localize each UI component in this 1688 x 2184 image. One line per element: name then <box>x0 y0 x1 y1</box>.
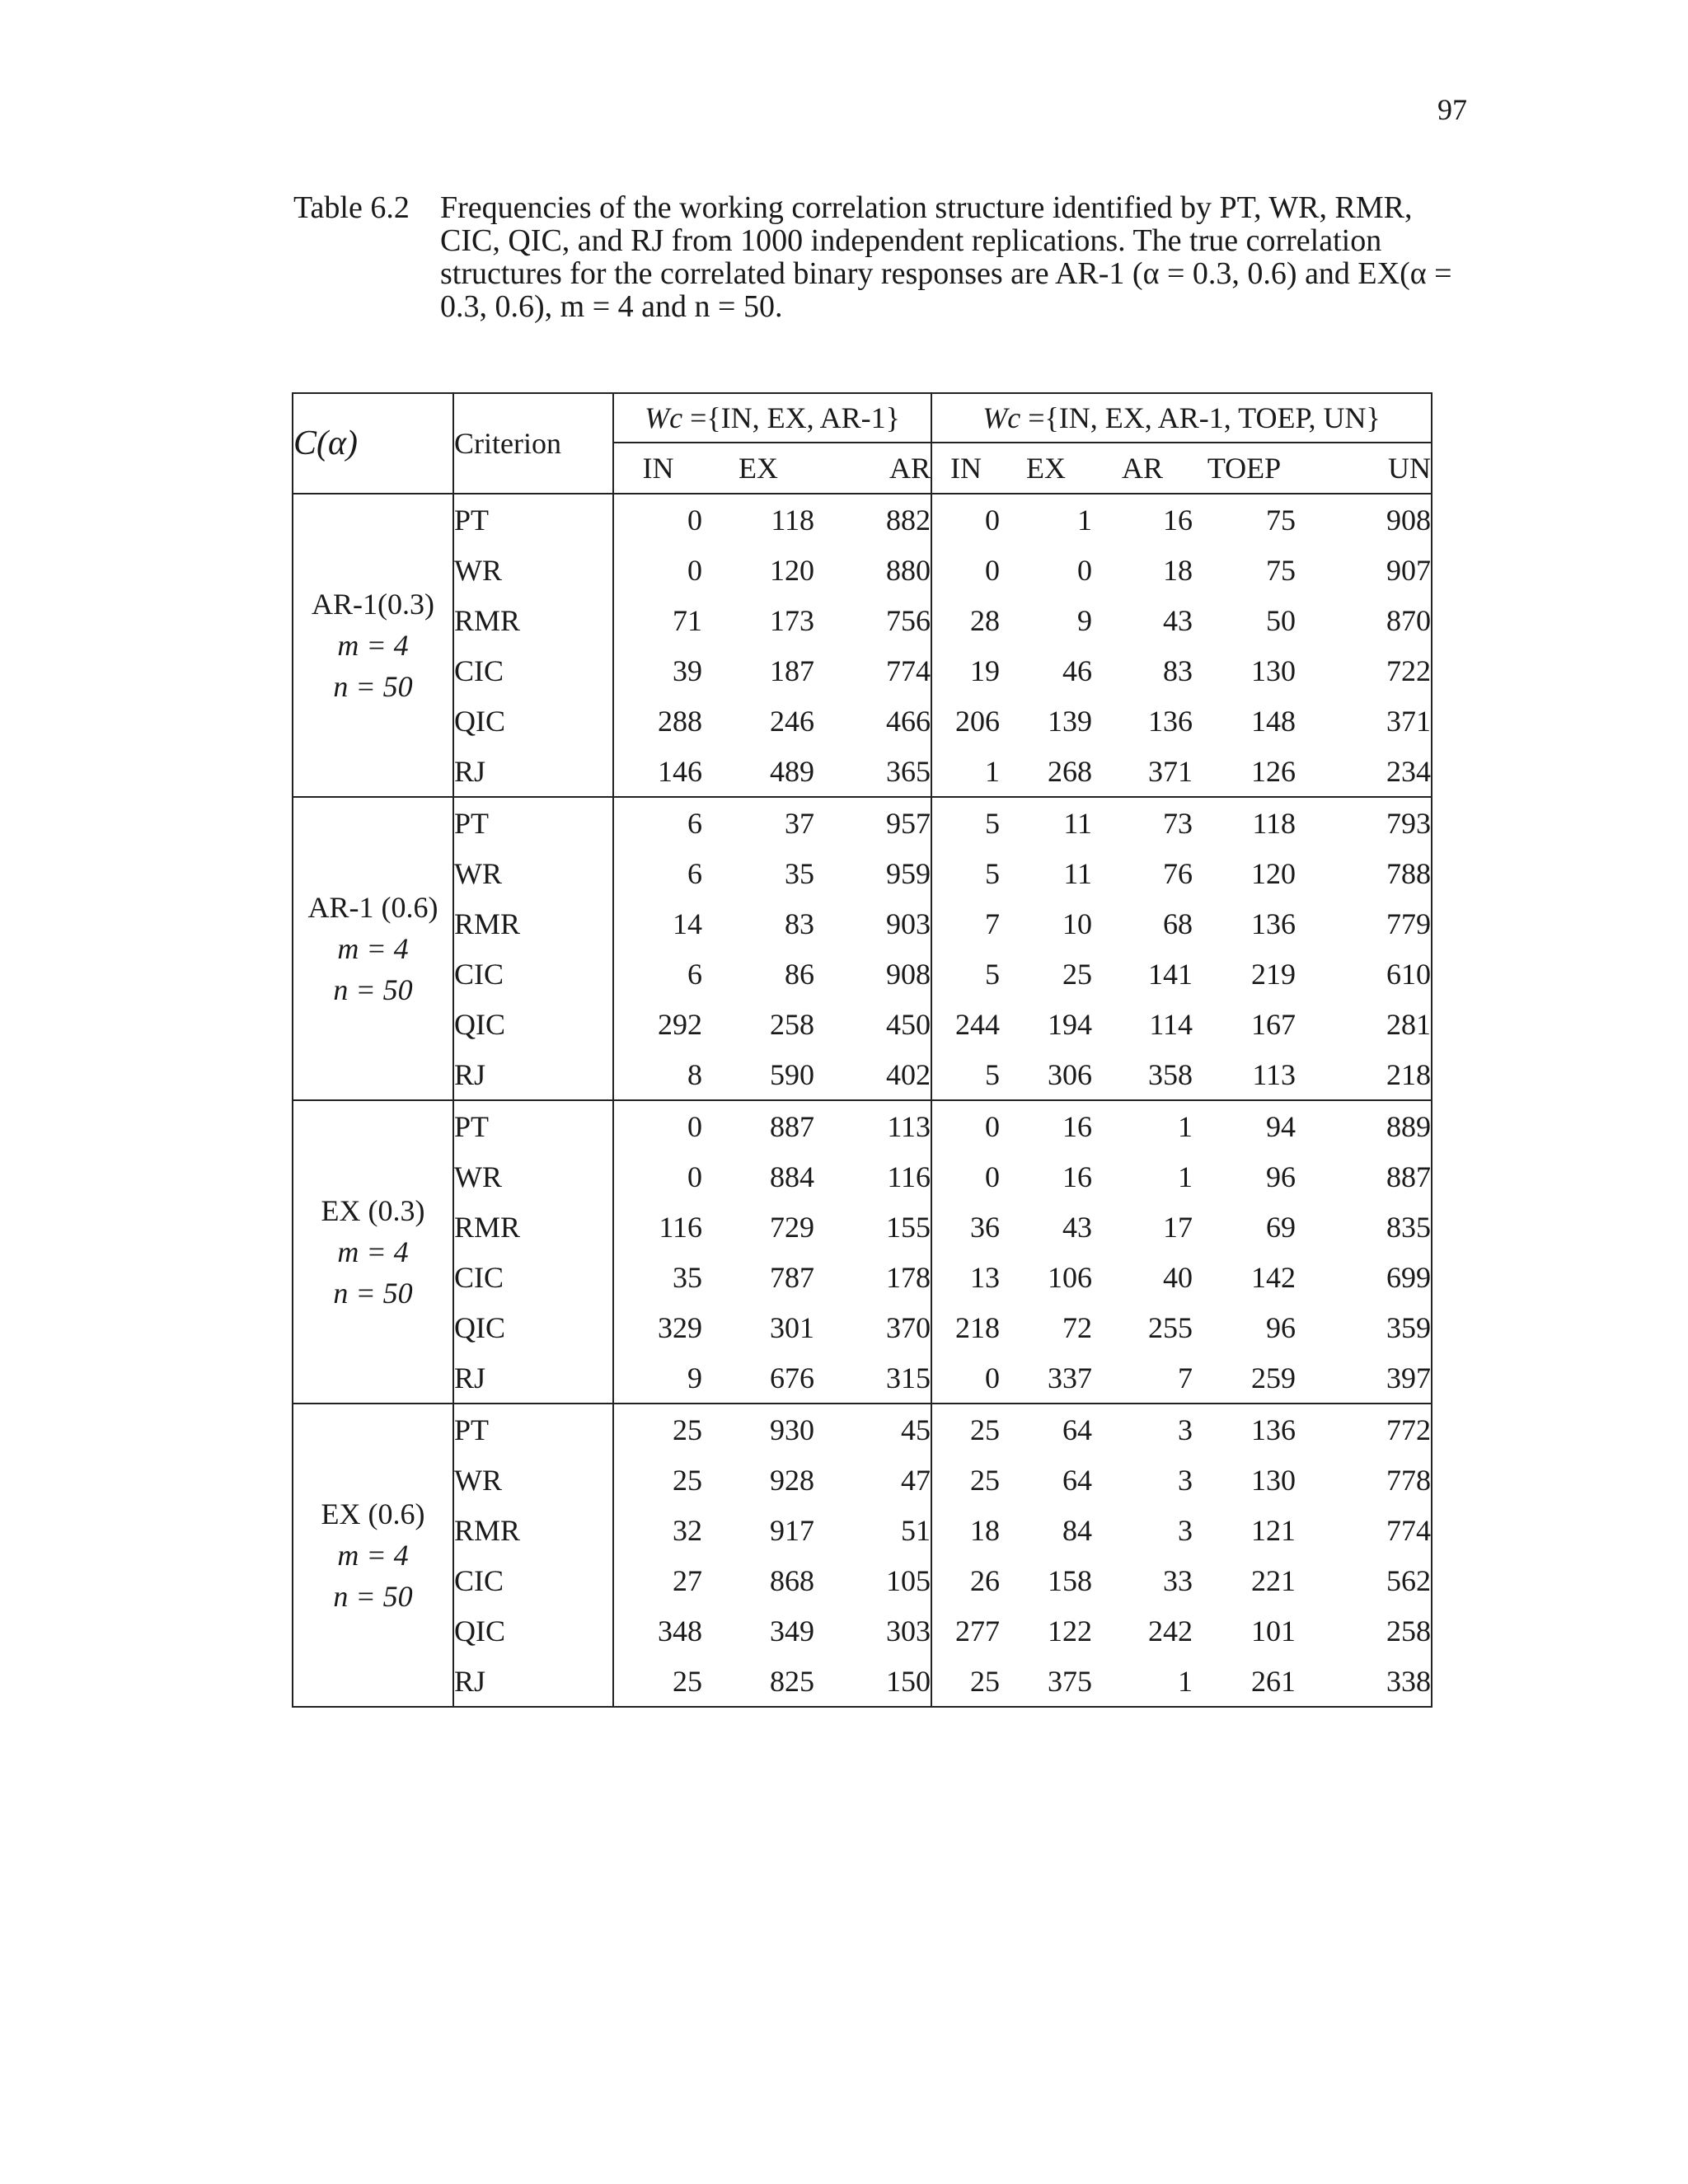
value-cell-un: 359 <box>1296 1302 1432 1352</box>
value-cell-un: 338 <box>1296 1656 1432 1707</box>
value-cell-un: 907 <box>1296 545 1432 595</box>
frequency-table <box>292 392 1432 1708</box>
value-cell-ex-2: 43 <box>1062 1210 1093 1244</box>
table-caption-label: Table 6.2 <box>293 190 410 225</box>
value-cell-ar-2: 17 <box>1163 1210 1193 1244</box>
table-row <box>293 696 1432 746</box>
group-header-wc3-set: ={IN, EX, AR-1} <box>682 401 900 434</box>
value-cell-in-1: 27 <box>673 1563 702 1597</box>
value-cell-in-1: 0 <box>687 503 702 537</box>
subheader-in-1: IN <box>613 443 702 494</box>
table-row <box>293 1656 1432 1707</box>
setting-n: n = 50 <box>333 1580 413 1613</box>
value-cell-ar-2: 141 <box>1148 957 1193 991</box>
value-cell-in-2: 25 <box>931 1656 1000 1707</box>
setting-label: AR-1 (0.6) <box>307 891 438 924</box>
value-cell-ar-1: 402 <box>814 1049 931 1100</box>
value-cell-ex-1: 590 <box>702 1049 814 1100</box>
value-cell-in-2: 277 <box>955 1614 1001 1647</box>
table-row <box>293 1302 1432 1352</box>
value-cell-ar-2: 1 <box>1092 1656 1193 1707</box>
value-cell-ar-2: 76 <box>1163 856 1193 890</box>
value-cell-in-2: 5 <box>931 1049 1000 1100</box>
value-cell-ex-1: 729 <box>770 1210 814 1244</box>
value-cell-toep: 96 <box>1266 1160 1296 1193</box>
value-cell-ex-2: 11 <box>1063 856 1093 890</box>
value-cell-ex-2: 16 <box>1062 1160 1093 1193</box>
value-cell-un: 870 <box>1296 595 1432 645</box>
value-cell-in-2: 1 <box>931 746 1000 797</box>
value-cell-ex-2: 337 <box>1000 1352 1092 1404</box>
value-cell-in-1: 116 <box>659 1210 702 1244</box>
value-cell-toep: 126 <box>1193 746 1296 797</box>
value-cell-ex-1: 887 <box>770 1109 814 1143</box>
value-cell-in-2: 28 <box>970 603 1001 637</box>
table-row <box>293 1555 1432 1605</box>
value-cell-ar-1: 155 <box>814 1202 931 1252</box>
value-cell-in-2: 25 <box>970 1463 1001 1497</box>
value-cell-in-1: 0 <box>687 1109 702 1143</box>
value-cell-ex-2: 139 <box>1048 704 1093 738</box>
criterion-cell: CIC <box>453 1252 613 1302</box>
value-cell-toep: 219 <box>1251 957 1296 991</box>
value-cell-ar-1: 908 <box>814 949 931 999</box>
value-cell-ar-1: 959 <box>814 848 931 898</box>
criterion-cell: CIC <box>453 645 613 696</box>
value-cell-in-1: 288 <box>658 704 702 738</box>
value-cell-ar-1: 47 <box>814 1455 931 1505</box>
table-caption-text: Frequencies of the working correlation structure identified by PT, WR, RMR, CIC, QIC, and RJ from 1000 independent replications. The true correlation structures for the correlated binary responses are AR-1 (α = 0.3, 0.6) and EX(α = 0.3, 0.6), m = 4 and n = 50. <box>440 190 1452 324</box>
value-cell-ex-2: 64 <box>1062 1463 1093 1497</box>
value-cell-ar-1: 113 <box>814 1100 931 1151</box>
page-number: 97 <box>1437 93 1467 126</box>
value-cell-un: 371 <box>1296 696 1432 746</box>
subheader-ex-1: EX <box>702 443 814 494</box>
table-row <box>293 1505 1432 1555</box>
subheader-un: UN <box>1296 443 1432 494</box>
value-cell-ar-2: 1 <box>1178 1109 1193 1143</box>
value-cell-ar-1: 370 <box>814 1302 931 1352</box>
setting-n: n = 50 <box>333 670 413 703</box>
value-cell-ar-1: 903 <box>814 898 931 949</box>
value-cell-ar-2: 255 <box>1148 1310 1193 1344</box>
subheader-ex-2: EX <box>1000 443 1092 494</box>
value-cell-in-2: 5 <box>985 856 1001 890</box>
value-cell-ar-2: 16 <box>1163 503 1193 537</box>
value-cell-ar-2: 358 <box>1092 1049 1193 1100</box>
value-cell-toep: 259 <box>1193 1352 1296 1404</box>
setting-m: m = 4 <box>337 1235 409 1268</box>
value-cell-un: 887 <box>1296 1151 1432 1202</box>
value-cell-ar-1: 178 <box>814 1252 931 1302</box>
value-cell-ex-2: 122 <box>1048 1614 1093 1647</box>
value-cell-un: 772 <box>1296 1404 1432 1455</box>
criterion-cell: PT <box>453 1404 613 1455</box>
value-cell-ar-1: 105 <box>814 1555 931 1605</box>
value-cell-ar-2: 1 <box>1178 1160 1193 1193</box>
value-cell-un: 218 <box>1296 1049 1432 1100</box>
setting-cell <box>293 1100 453 1404</box>
criterion-cell: RJ <box>453 746 613 797</box>
value-cell-in-2: 5 <box>985 806 1001 840</box>
value-cell-ar-1: 116 <box>814 1151 931 1202</box>
value-cell-ex-1: 246 <box>770 704 814 738</box>
value-cell-ar-2: 33 <box>1163 1563 1193 1597</box>
setting-m: m = 4 <box>337 932 409 965</box>
value-cell-toep: 101 <box>1251 1614 1296 1647</box>
value-cell-ex-1: 676 <box>702 1352 814 1404</box>
value-cell-toep: 96 <box>1266 1310 1296 1344</box>
criterion-cell: QIC <box>453 1302 613 1352</box>
value-cell-ex-2: 9 <box>1077 603 1093 637</box>
value-cell-ar-1: 880 <box>814 545 931 595</box>
value-cell-in-1: 25 <box>673 1413 702 1446</box>
value-cell-un: 258 <box>1296 1605 1432 1656</box>
value-cell-ex-1: 173 <box>770 603 814 637</box>
table-row <box>293 1202 1432 1252</box>
value-cell-in-2: 218 <box>955 1310 1001 1344</box>
value-cell-ar-2: 114 <box>1149 1007 1193 1041</box>
value-cell-ar-2: 371 <box>1092 746 1193 797</box>
value-cell-in-2: 36 <box>970 1210 1001 1244</box>
value-cell-in-2: 0 <box>985 503 1001 537</box>
value-cell-in-1: 9 <box>613 1352 702 1404</box>
table-row <box>293 999 1432 1049</box>
value-cell-in-1: 0 <box>687 1160 702 1193</box>
value-cell-un: 562 <box>1296 1555 1432 1605</box>
criterion-cell: QIC <box>453 999 613 1049</box>
value-cell-ex-2: 16 <box>1062 1109 1093 1143</box>
value-cell-toep: 136 <box>1251 907 1296 940</box>
value-cell-toep: 113 <box>1193 1049 1296 1100</box>
value-cell-ar-2: 73 <box>1163 806 1193 840</box>
value-cell-un: 397 <box>1296 1352 1432 1404</box>
table-row <box>293 595 1432 645</box>
value-cell-in-2: 7 <box>985 907 1001 940</box>
criterion-cell: RJ <box>453 1049 613 1100</box>
value-cell-in-2: 0 <box>985 1109 1001 1143</box>
value-cell-un: 722 <box>1296 645 1432 696</box>
table-row <box>293 1605 1432 1656</box>
group-header-wc5 <box>931 393 1432 443</box>
setting-cell <box>293 1404 453 1707</box>
setting-m: m = 4 <box>337 1539 409 1572</box>
value-cell-ex-1: 187 <box>770 654 814 687</box>
criterion-cell: RMR <box>453 595 613 645</box>
group-header-wc5-prefix: Wc <box>982 401 1021 434</box>
criterion-cell: WR <box>453 848 613 898</box>
value-cell-toep: 121 <box>1251 1513 1296 1547</box>
value-cell-ex-1: 86 <box>785 957 814 991</box>
table-row <box>293 545 1432 595</box>
value-cell-ex-2: 1 <box>1077 503 1093 537</box>
value-cell-ex-1: 928 <box>770 1463 814 1497</box>
value-cell-ar-2: 3 <box>1178 1463 1193 1497</box>
value-cell-toep: 94 <box>1266 1109 1296 1143</box>
value-cell-un: 699 <box>1296 1252 1432 1302</box>
table-row <box>293 1151 1432 1202</box>
value-cell-ex-1: 884 <box>770 1160 814 1193</box>
value-cell-ar-2: 3 <box>1178 1413 1193 1446</box>
table-row <box>293 1352 1432 1404</box>
value-cell-in-2: 0 <box>985 1160 1001 1193</box>
value-cell-toep: 120 <box>1251 856 1296 890</box>
value-cell-un: 908 <box>1296 494 1432 545</box>
value-cell-toep: 136 <box>1251 1413 1296 1446</box>
value-cell-in-1: 71 <box>673 603 702 637</box>
value-cell-ar-2: 40 <box>1163 1260 1193 1294</box>
value-cell-toep: 130 <box>1251 1463 1296 1497</box>
value-cell-toep: 167 <box>1251 1007 1296 1041</box>
value-cell-ex-1: 120 <box>770 553 814 587</box>
group-header-wc3-prefix: Wc <box>645 401 683 434</box>
value-cell-in-2: 5 <box>985 957 1001 991</box>
value-cell-ex-2: 158 <box>1048 1563 1093 1597</box>
value-cell-ex-2: 84 <box>1062 1513 1093 1547</box>
group-header-wc5-set: ={IN, EX, AR-1, TOEP, UN} <box>1020 401 1381 434</box>
setting-label: AR-1(0.3) <box>312 588 434 621</box>
table-row <box>293 949 1432 999</box>
criterion-cell: PT <box>453 1100 613 1151</box>
value-cell-ar-1: 882 <box>814 494 931 545</box>
value-cell-in-1: 348 <box>658 1614 702 1647</box>
value-cell-in-2: 206 <box>955 704 1001 738</box>
group-header-wc3 <box>613 393 931 443</box>
table-body <box>293 494 1432 1707</box>
criterion-cell: RMR <box>453 1505 613 1555</box>
value-cell-in-2: 25 <box>970 1413 1001 1446</box>
value-cell-ex-1: 917 <box>770 1513 814 1547</box>
corner-header: C(α) <box>293 393 453 494</box>
value-cell-ex-1: 868 <box>770 1563 814 1597</box>
table-row <box>293 494 1432 545</box>
table-row <box>293 1049 1432 1100</box>
value-cell-in-1: 329 <box>658 1310 702 1344</box>
value-cell-un: 779 <box>1296 898 1432 949</box>
value-cell-in-2: 0 <box>931 1352 1000 1404</box>
value-cell-ex-1: 37 <box>785 806 814 840</box>
setting-label: EX (0.3) <box>321 1194 425 1227</box>
value-cell-toep: 221 <box>1251 1563 1296 1597</box>
value-cell-toep: 118 <box>1252 806 1296 840</box>
value-cell-in-1: 25 <box>613 1656 702 1707</box>
criterion-cell: WR <box>453 1151 613 1202</box>
value-cell-in-1: 32 <box>673 1513 702 1547</box>
value-cell-toep: 142 <box>1251 1260 1296 1294</box>
value-cell-un: 793 <box>1296 797 1432 848</box>
value-cell-in-1: 25 <box>673 1463 702 1497</box>
criterion-cell: CIC <box>453 949 613 999</box>
value-cell-ex-1: 301 <box>770 1310 814 1344</box>
criterion-cell: WR <box>453 545 613 595</box>
value-cell-in-2: 18 <box>970 1513 1001 1547</box>
table-row <box>293 1455 1432 1505</box>
value-cell-in-1: 6 <box>687 957 702 991</box>
value-cell-toep: 261 <box>1193 1656 1296 1707</box>
value-cell-un: 778 <box>1296 1455 1432 1505</box>
criterion-cell: RMR <box>453 898 613 949</box>
value-cell-ex-1: 930 <box>770 1413 814 1446</box>
value-cell-ex-1: 83 <box>785 907 814 940</box>
value-cell-in-1: 8 <box>613 1049 702 1100</box>
value-cell-ar-2: 83 <box>1163 654 1193 687</box>
value-cell-ar-2: 18 <box>1163 553 1193 587</box>
setting-cell <box>293 494 453 797</box>
value-cell-in-2: 19 <box>970 654 1001 687</box>
value-cell-un: 889 <box>1296 1100 1432 1151</box>
value-cell-ar-1: 150 <box>814 1656 931 1707</box>
value-cell-ex-2: 25 <box>1062 957 1093 991</box>
value-cell-ex-2: 375 <box>1000 1656 1092 1707</box>
table-row <box>293 645 1432 696</box>
value-cell-in-1: 14 <box>673 907 702 940</box>
value-cell-ar-1: 774 <box>814 645 931 696</box>
table-row <box>293 797 1432 848</box>
value-cell-in-2: 26 <box>970 1563 1001 1597</box>
criterion-cell: RMR <box>453 1202 613 1252</box>
criterion-cell: WR <box>453 1455 613 1505</box>
value-cell-in-1: 39 <box>673 654 702 687</box>
value-cell-ex-1: 349 <box>770 1614 814 1647</box>
table-row <box>293 848 1432 898</box>
subheader-ar-2: AR <box>1092 443 1193 494</box>
value-cell-ex-2: 106 <box>1048 1260 1093 1294</box>
value-cell-ar-1: 466 <box>814 696 931 746</box>
table-row <box>293 1100 1432 1151</box>
criterion-cell: RJ <box>453 1352 613 1404</box>
subheader-ar-1: AR <box>814 443 931 494</box>
value-cell-ar-2: 43 <box>1163 603 1193 637</box>
value-cell-toep: 69 <box>1266 1210 1296 1244</box>
value-cell-ar-2: 242 <box>1148 1614 1193 1647</box>
value-cell-ex-2: 72 <box>1062 1310 1093 1344</box>
value-cell-in-2: 0 <box>985 553 1001 587</box>
value-cell-un: 281 <box>1296 999 1432 1049</box>
value-cell-ex-2: 46 <box>1062 654 1093 687</box>
value-cell-toep: 75 <box>1266 503 1296 537</box>
value-cell-ar-1: 45 <box>814 1404 931 1455</box>
criterion-cell: CIC <box>453 1555 613 1605</box>
value-cell-ex-2: 10 <box>1062 907 1093 940</box>
value-cell-in-1: 6 <box>687 806 702 840</box>
value-cell-toep: 148 <box>1251 704 1296 738</box>
value-cell-ex-2: 0 <box>1077 553 1093 587</box>
value-cell-un: 610 <box>1296 949 1432 999</box>
setting-label: EX (0.6) <box>321 1497 425 1530</box>
value-cell-ar-1: 365 <box>814 746 931 797</box>
value-cell-ar-2: 7 <box>1092 1352 1193 1404</box>
criterion-cell: QIC <box>453 696 613 746</box>
value-cell-ex-2: 11 <box>1063 806 1093 840</box>
table-row <box>293 1404 1432 1455</box>
table-row <box>293 898 1432 949</box>
value-cell-toep: 50 <box>1266 603 1296 637</box>
value-cell-ex-1: 35 <box>785 856 814 890</box>
value-cell-ar-1: 957 <box>814 797 931 848</box>
value-cell-ar-2: 136 <box>1148 704 1193 738</box>
criterion-cell: QIC <box>453 1605 613 1656</box>
value-cell-ex-2: 64 <box>1062 1413 1093 1446</box>
value-cell-ar-1: 51 <box>814 1505 931 1555</box>
value-cell-toep: 75 <box>1266 553 1296 587</box>
value-cell-in-1: 35 <box>673 1260 702 1294</box>
value-cell-in-2: 244 <box>955 1007 1001 1041</box>
subheader-toep: TOEP <box>1193 443 1296 494</box>
value-cell-toep: 130 <box>1251 654 1296 687</box>
value-cell-ex-1: 258 <box>770 1007 814 1041</box>
value-cell-ex-2: 306 <box>1000 1049 1092 1100</box>
value-cell-un: 788 <box>1296 848 1432 898</box>
criterion-cell: PT <box>453 797 613 848</box>
value-cell-in-1: 146 <box>613 746 702 797</box>
value-cell-ar-1: 303 <box>814 1605 931 1656</box>
value-cell-in-1: 0 <box>687 553 702 587</box>
setting-n: n = 50 <box>333 1277 413 1310</box>
value-cell-ex-2: 194 <box>1048 1007 1093 1041</box>
table-row <box>293 1252 1432 1302</box>
value-cell-ex-2: 268 <box>1000 746 1092 797</box>
value-cell-in-1: 292 <box>658 1007 702 1041</box>
criterion-cell: PT <box>453 494 613 545</box>
value-cell-un: 835 <box>1296 1202 1432 1252</box>
value-cell-ar-1: 450 <box>814 999 931 1049</box>
setting-m: m = 4 <box>337 629 409 662</box>
value-cell-in-2: 13 <box>970 1260 1001 1294</box>
value-cell-in-1: 6 <box>687 856 702 890</box>
value-cell-ex-1: 489 <box>702 746 814 797</box>
value-cell-ar-1: 756 <box>814 595 931 645</box>
value-cell-ar-2: 3 <box>1178 1513 1193 1547</box>
value-cell-ar-2: 68 <box>1163 907 1193 940</box>
value-cell-ex-1: 825 <box>702 1656 814 1707</box>
value-cell-ex-1: 118 <box>771 503 814 537</box>
value-cell-un: 774 <box>1296 1505 1432 1555</box>
value-cell-un: 234 <box>1296 746 1432 797</box>
subheader-in-2: IN <box>931 443 1000 494</box>
setting-cell <box>293 797 453 1100</box>
criterion-header: Criterion <box>453 393 613 494</box>
value-cell-ex-1: 787 <box>770 1260 814 1294</box>
value-cell-ar-1: 315 <box>814 1352 931 1404</box>
table-row <box>293 746 1432 797</box>
setting-n: n = 50 <box>333 973 413 1006</box>
criterion-cell: RJ <box>453 1656 613 1707</box>
